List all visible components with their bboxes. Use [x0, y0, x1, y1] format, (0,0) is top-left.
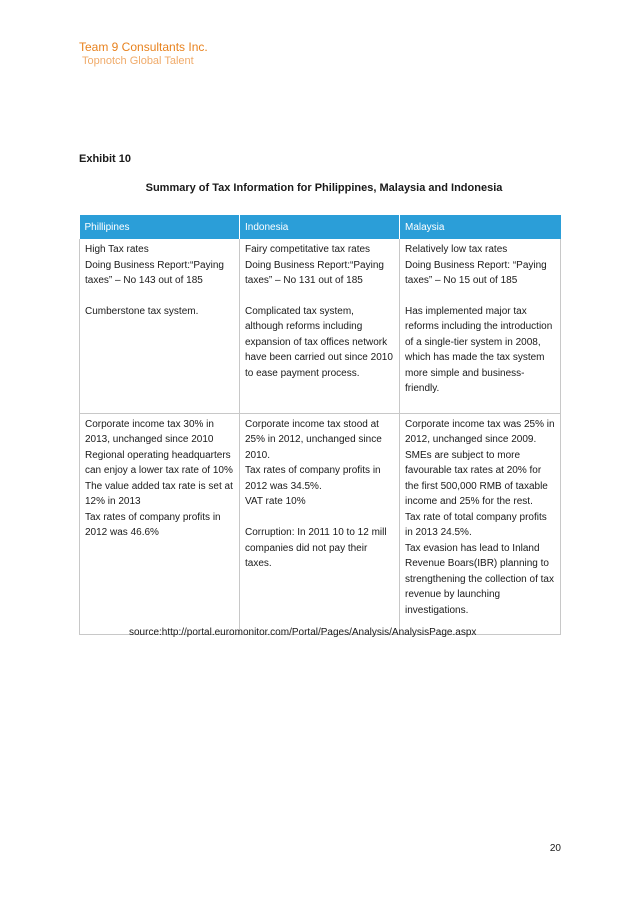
tax-summary-table — [79, 215, 561, 635]
table-cell-malaysia — [400, 413, 561, 635]
cell-paragraph-ranking: High Tax rates Doing Business Report:“Paying taxes” – No 143 out of 185 — [85, 244, 224, 286]
table-header-row — [80, 215, 561, 239]
table-row — [80, 239, 561, 413]
company-tagline: Topnotch Global Talent — [82, 55, 194, 67]
column-header-philippines: Phillipines — [80, 215, 240, 239]
cell-paragraph-system: Complicated tax system, although reforms including expansion of tax offices network have been carried out since 2010 to ease payment process. — [245, 305, 393, 379]
cell-paragraph-system: Cumberstone tax system. — [85, 305, 199, 317]
column-header-malaysia: Malaysia — [400, 215, 561, 239]
cell-paragraph-ranking: Relatively low tax rates Doing Business Report: “Paying taxes” – No 15 out of 185 — [405, 244, 547, 286]
cell-paragraph-rates: Corporate income tax 30% in 2013, unchanged since 2010 Regional operating headquarters can enjoy a lower tax rate of 10% The value added tax rate is set at 12% in 2013 Tax rates of company profits in 2012 was 46.6% — [85, 418, 233, 538]
table-cell-indonesia — [240, 239, 400, 413]
table-row — [80, 413, 561, 635]
table-caption: Summary of Tax Information for Philippines, Malaysia and Indonesia — [145, 182, 503, 194]
cell-paragraph-ranking: Fairy competitative tax rates Doing Business Report:“Paying taxes” – No 131 out of 185 — [245, 244, 384, 286]
column-header-indonesia: Indonesia — [240, 215, 400, 239]
exhibit-label: Exhibit 10 — [79, 153, 131, 165]
cell-paragraph-rates: Corporate income tax stood at 25% in 2012, unchanged since 2010. Tax rates of company profits in 2012 was 34.5%. VAT rate 10% Corruption: In 2011 10 to 12 mill companies did not pay their taxes. — [245, 418, 387, 569]
table-cell-malaysia — [400, 239, 561, 413]
table-cell-indonesia — [240, 413, 400, 635]
cell-paragraph-rates: Corporate income tax was 25% in 2012, unchanged since 2009. SMEs are subject to more favourable tax rates at 20% for the first 500,000 RMB of taxable income and 25% for the rest. Tax rate of total company profits in 2013 24.5%. Tax evasion has lead to Inland Revenue Boars(IBR) planning to strengthening the collection of tax revenue by launching investigations. — [405, 418, 555, 616]
source-citation: source:http://portal.euromonitor.com/Portal/Pages/Analysis/AnalysisPage.aspx — [129, 627, 477, 638]
cell-paragraph-system: Has implemented major tax reforms including the introduction of a single-tier system in 2008, which has made the tax system more simple and business-friendly. — [405, 305, 553, 394]
table-cell-philippines — [80, 413, 240, 635]
table-cell-philippines — [80, 239, 240, 413]
page-number: 20 — [549, 843, 561, 854]
company-name: Team 9 Consultants Inc. — [79, 40, 208, 54]
